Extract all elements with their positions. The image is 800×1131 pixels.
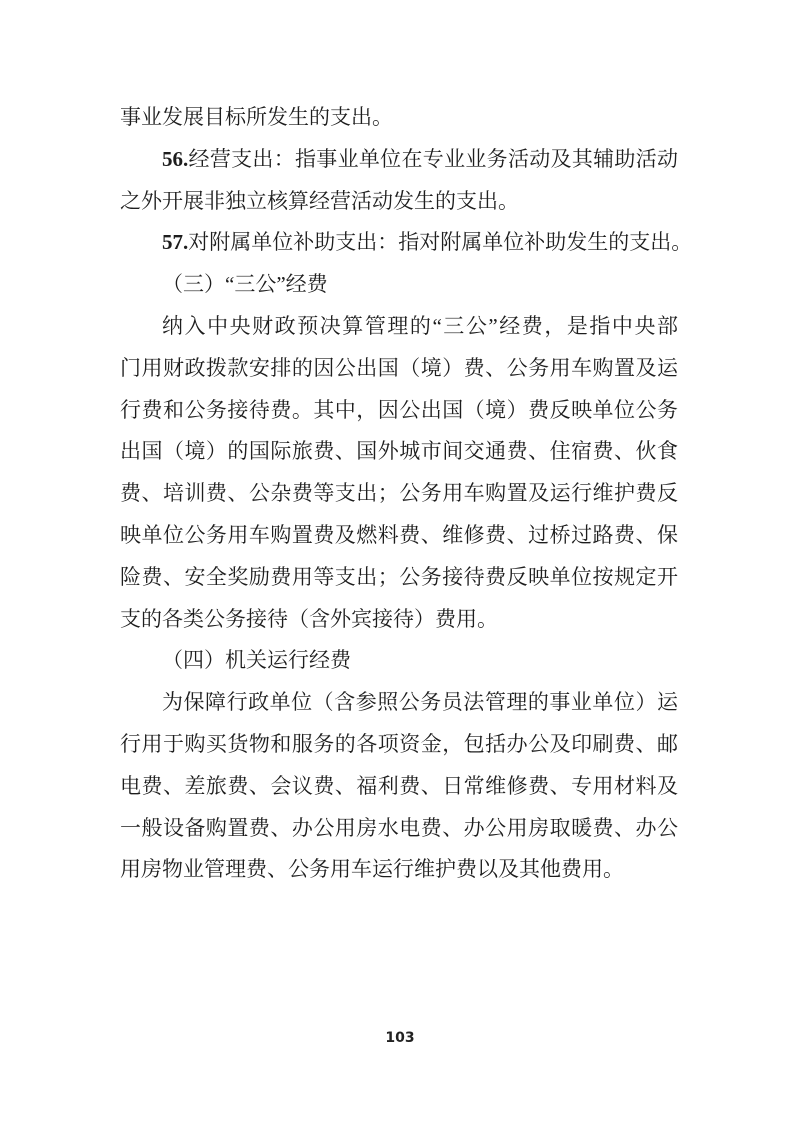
text-line: 一般设备购置费、办公用房水电费、办公用房取暖费、办公: [120, 815, 678, 840]
text-line: 电费、差旅费、会议费、福利费、日常维修费、专用材料及: [120, 773, 678, 798]
text-line: 57.对附属单位补助支出：指对附属单位补助发生的支出。: [162, 230, 693, 255]
text-line: 映单位公务用车购置费及燃料费、维修费、过桥过路费、保: [120, 522, 678, 547]
text-line: 门用财政拨款安排的因公出国（境）费、公务用车购置及运: [120, 355, 678, 380]
text-line: 行费和公务接待费。其中，因公出国（境）费反映单位公务: [120, 397, 678, 422]
text-line: 费、培训费、公杂费等支出；公务用车购置及运行维护费反: [120, 481, 678, 506]
text-line: 为保障行政单位（含参照公务员法管理的事业单位）运: [162, 690, 678, 715]
text-line: 行用于购买货物和服务的各项资金，包括办公及印刷费、邮: [120, 731, 678, 756]
item-number: 57.: [162, 230, 189, 255]
text-line: 用房物业管理费、公务用车运行维护费以及其他费用。: [120, 857, 624, 882]
text-line: 险费、安全奖励费用等支出；公务接待费反映单位按规定开: [120, 564, 678, 589]
page-number: 103: [385, 1030, 415, 1046]
item-number: 56.: [162, 146, 189, 171]
text-line: 56.经营支出：指事业单位在专业业务活动及其辅助活动: [162, 146, 678, 171]
text-line: 事业发展目标所发生的支出。: [120, 105, 393, 129]
text-line: 支的各类公务接待（含外宾接待）费用。: [120, 606, 498, 631]
document-body: [120, 97, 693, 891]
section-heading-line: （三）“三公”经费: [162, 272, 328, 297]
text-line: 纳入中央财政预决算管理的“三公”经费，是指中央部: [162, 313, 678, 338]
section-heading-line: （四）机关运行经费: [162, 648, 351, 673]
text-line: 出国（境）的国际旅费、国外城市间交通费、住宿费、伙食: [120, 439, 678, 464]
text-line: 之外开展非独立核算经营活动发生的支出。: [120, 188, 519, 213]
